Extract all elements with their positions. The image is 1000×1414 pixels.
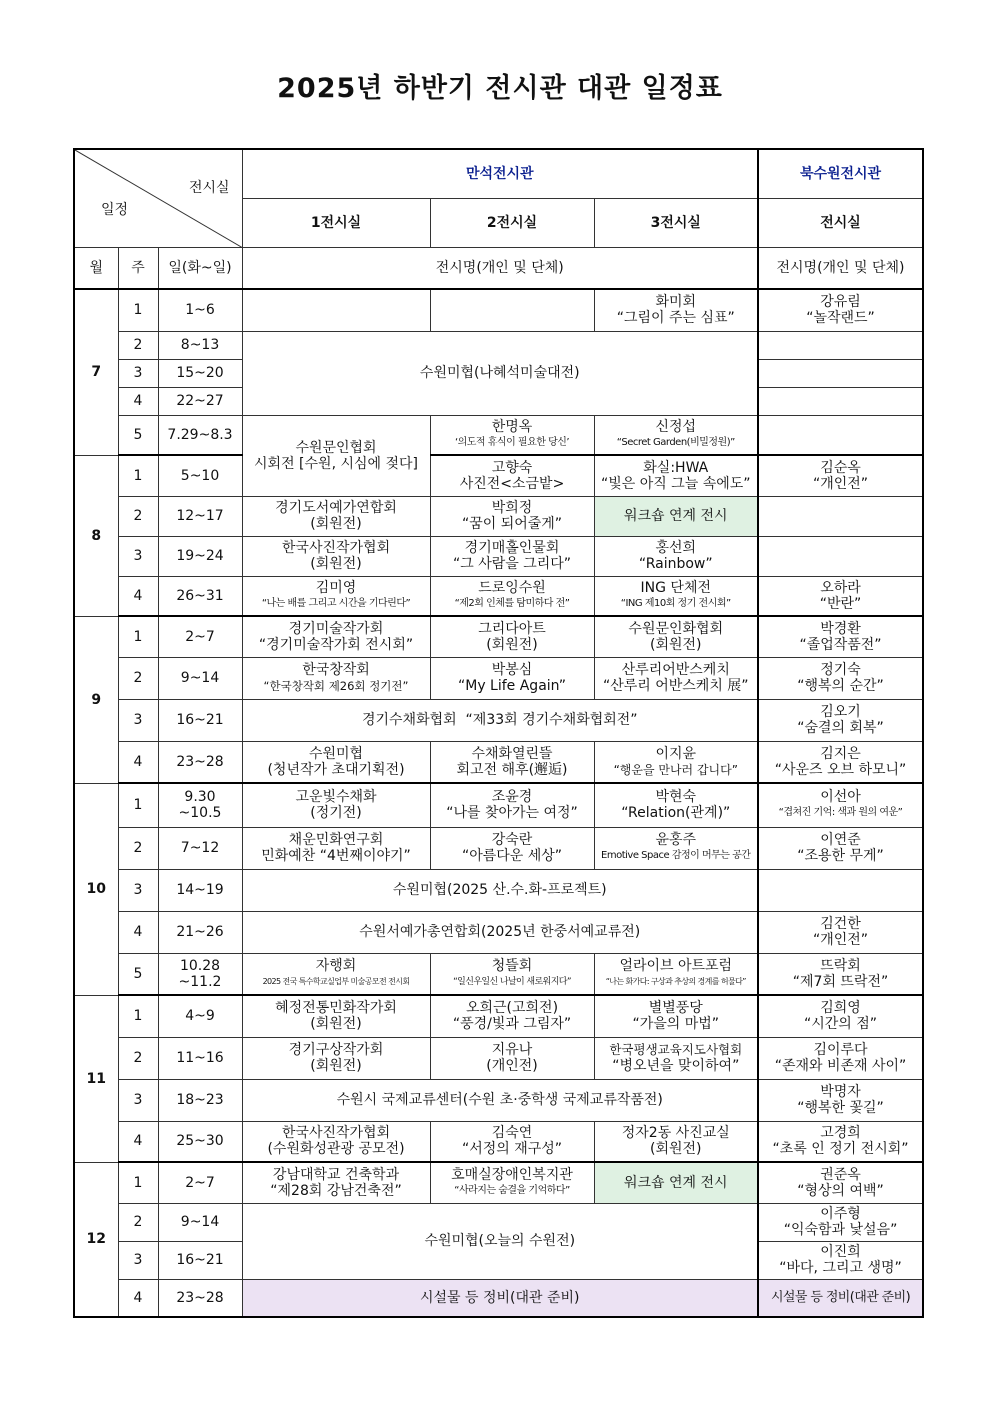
exhibit-title: “꿈이 되어줄게” bbox=[461, 516, 563, 532]
exhibit-title: “나는 화가다: 구상과 추상의 경계를 허물다” bbox=[605, 976, 746, 986]
day-cell: 23~28 bbox=[158, 1279, 242, 1317]
exhibit-title: “행복의 순간” bbox=[797, 678, 884, 694]
exhibitor: 오희근(고희전) bbox=[465, 1000, 559, 1017]
day-cell: 7.29~8.3 bbox=[158, 415, 242, 455]
span-exhibit-cell: 수원서예가총연합회(2025년 한중서예교류전) bbox=[242, 911, 758, 953]
week-cell: 4 bbox=[118, 1121, 158, 1162]
buksuwon-maintenance-cell: 시설물 등 정비(대관 준비) bbox=[758, 1279, 923, 1317]
exhibitor: 경기미술작가회 bbox=[288, 620, 384, 637]
buksuwon-room-header: 전시실 bbox=[758, 198, 923, 247]
exhibit-title: “나를 찾아가는 여정” bbox=[446, 805, 578, 822]
room2-cell bbox=[430, 289, 594, 331]
week-cell: 2 bbox=[118, 657, 158, 699]
workshop-exhibit-cell: 워크숍 연계 전시 bbox=[594, 496, 758, 536]
exhibit-title: ‘의도적 휴식이 필요한 당신’ bbox=[454, 436, 570, 448]
exhibitor: 김건한 bbox=[820, 916, 861, 932]
exhibitor: 이주형 bbox=[820, 1206, 861, 1222]
header-diagonal-cell bbox=[74, 149, 242, 247]
day-cell: 26~31 bbox=[158, 576, 242, 616]
buksuwon-cell bbox=[758, 995, 923, 1037]
buksuwon-cell bbox=[758, 289, 923, 331]
room1-cell bbox=[242, 657, 430, 699]
room1-cell bbox=[242, 576, 430, 616]
buksuwon-cell bbox=[758, 616, 923, 657]
exhibitor: 고운빛수채화 bbox=[295, 789, 377, 806]
week-cell: 3 bbox=[118, 1241, 158, 1279]
exhibitor: 청뜰회 bbox=[491, 957, 533, 974]
exhibitor: 경기구상작가회 bbox=[288, 1042, 384, 1058]
room1-cell bbox=[242, 536, 430, 576]
buksuwon-cell bbox=[758, 911, 923, 953]
day-cell: 15~20 bbox=[158, 359, 242, 387]
buksuwon-cell bbox=[758, 1162, 923, 1203]
day-cell: 18~23 bbox=[158, 1079, 242, 1121]
exhibit-title: “바다, 그리고 생명” bbox=[779, 1260, 902, 1276]
month-cell: 12 bbox=[74, 1162, 118, 1317]
exhibitor: 김오기 bbox=[820, 704, 861, 720]
exhibitor: 강남대학교 건축학과 bbox=[272, 1166, 400, 1183]
buksuwon-cell bbox=[758, 496, 923, 536]
exhibitor: 수채화열린뜰 bbox=[471, 745, 553, 762]
buksuwon-cell bbox=[758, 783, 923, 827]
exhibitor: 화미회 bbox=[655, 294, 697, 311]
exhibit-title: “그 사람을 그리다” bbox=[452, 556, 572, 572]
buksuwon-cell bbox=[758, 657, 923, 699]
room2-cell bbox=[430, 1037, 594, 1079]
exhibit-title: (정기전) bbox=[310, 805, 362, 822]
exhibit-title: “행운을 만나러 갑니다” bbox=[613, 762, 738, 777]
room1-cell bbox=[242, 496, 430, 536]
room1-cell bbox=[242, 1037, 430, 1079]
month-cell: 8 bbox=[74, 455, 118, 616]
exhibitor: 김순옥 bbox=[820, 459, 861, 476]
day-cell: 12~17 bbox=[158, 496, 242, 536]
exhibit-title: (회원전) bbox=[486, 636, 538, 653]
exhibitor: 박희정 bbox=[491, 500, 533, 516]
room2-cell bbox=[430, 616, 594, 657]
day-cell: 9~14 bbox=[158, 1203, 242, 1241]
exhibit-title: “경기미술작가회 전시회” bbox=[258, 636, 414, 653]
room2-cell bbox=[430, 657, 594, 699]
exhibit-title: “병오년을 맞이하여” bbox=[612, 1058, 740, 1074]
week-cell: 4 bbox=[118, 911, 158, 953]
exhibit-title: “풍경/빛과 그림자” bbox=[452, 1016, 572, 1033]
room3-cell bbox=[594, 576, 758, 616]
week-cell: 4 bbox=[118, 741, 158, 783]
span-exhibit-cell: 수원미협(2025 산.수.화-프로젝트) bbox=[242, 869, 758, 911]
buksuwon-cell bbox=[758, 387, 923, 415]
room3-cell bbox=[594, 827, 758, 869]
exhibitor: 드로잉수원 bbox=[478, 579, 546, 596]
exhibit-title: “사운즈 오브 하모니” bbox=[774, 761, 907, 778]
exhibit-title: “My Life Again” bbox=[457, 678, 567, 694]
exhibit-title: “형상의 여백” bbox=[797, 1182, 884, 1199]
exhibitor: 수원미협 bbox=[308, 745, 364, 762]
room2-cell bbox=[430, 536, 594, 576]
buksuwon-cell bbox=[758, 869, 923, 911]
buksuwon-cell bbox=[758, 741, 923, 783]
exhibitor: 김희영 bbox=[820, 1000, 861, 1017]
exhibitor: 이선아 bbox=[820, 789, 861, 806]
buksuwon-cell bbox=[758, 415, 923, 455]
month-cell: 7 bbox=[74, 289, 118, 455]
exhibit-title: “한국창작회 제26회 정기전” bbox=[263, 679, 409, 693]
maintenance-cell: 시설물 등 정비(대관 준비) bbox=[242, 1279, 758, 1317]
exhibit-title: “아름다운 세상” bbox=[461, 848, 563, 864]
exhibit-title: “ING 제10회 정기 전시회” bbox=[620, 597, 731, 609]
week-cell: 1 bbox=[118, 995, 158, 1037]
room2-cell bbox=[430, 415, 594, 455]
room2-cell bbox=[430, 455, 594, 496]
room3-cell bbox=[594, 616, 758, 657]
day-cell: 23~28 bbox=[158, 741, 242, 783]
exhibit-title: 2025 전국 특수학교실업부 미술공모전 전시회 bbox=[262, 976, 410, 986]
exhibit-title: “개인전” bbox=[812, 932, 869, 948]
exhibitor: 채운민화연구회 bbox=[288, 832, 384, 848]
exhibitor: 화실:HWA bbox=[643, 459, 709, 476]
exhibitor: 이지윤 bbox=[655, 745, 697, 762]
exhibitor: 수원문인협회 bbox=[295, 439, 377, 456]
exhibit-title: “Relation(관계)” bbox=[621, 805, 731, 822]
exhibit-title: (회원전) bbox=[650, 636, 702, 653]
manseok-hall-header: 만석전시관 bbox=[242, 149, 758, 198]
exhibitor: 고향숙 bbox=[491, 459, 533, 476]
room2-cell bbox=[430, 576, 594, 616]
day-cell: 1~6 bbox=[158, 289, 242, 331]
week-cell: 1 bbox=[118, 616, 158, 657]
day-cell bbox=[158, 783, 242, 827]
room2-header: 2전시실 bbox=[430, 198, 594, 247]
exhibitor: 이연준 bbox=[820, 832, 861, 848]
month-cell: 9 bbox=[74, 616, 118, 783]
exhibit-title: “제28회 강남건축전” bbox=[270, 1182, 402, 1199]
exhibitor: 박봉심 bbox=[491, 662, 533, 678]
day-cell: 4~9 bbox=[158, 995, 242, 1037]
week-cell: 2 bbox=[118, 331, 158, 359]
buksuwon-cell bbox=[758, 1121, 923, 1162]
room3-cell bbox=[594, 783, 758, 827]
exhibit-title: “제7회 뜨락전” bbox=[792, 973, 889, 990]
room1-cell bbox=[242, 616, 430, 657]
exhibit-title: “숨결의 회복” bbox=[797, 720, 884, 736]
exhibit-title: “Rainbow” bbox=[638, 556, 713, 572]
exhibitor: 김지은 bbox=[820, 745, 861, 762]
room2-cell bbox=[430, 783, 594, 827]
diagonal-line bbox=[75, 150, 242, 247]
week-cell: 5 bbox=[118, 953, 158, 995]
day-cell: 2~7 bbox=[158, 616, 242, 657]
buksuwon-cell bbox=[758, 1241, 923, 1279]
exhibitor: 권준옥 bbox=[820, 1166, 861, 1183]
room1-cell bbox=[242, 953, 430, 995]
exhibit-title: (회원전) bbox=[650, 1141, 702, 1158]
day-cell: 22~27 bbox=[158, 387, 242, 415]
col-name-header: 전시명(개인 및 단체) bbox=[242, 247, 758, 289]
buksuwon-cell bbox=[758, 1203, 923, 1241]
day-cell: 25~30 bbox=[158, 1121, 242, 1162]
room2-cell bbox=[430, 741, 594, 783]
exhibitor: 정자2동 사진교실 bbox=[621, 1125, 730, 1142]
exhibit-title: (회원전) bbox=[310, 556, 362, 572]
buksuwon-cell bbox=[758, 1079, 923, 1121]
exhibit-title: “개인전” bbox=[812, 475, 869, 492]
exhibitor: 홍선희 bbox=[655, 540, 697, 556]
exhibitor: 김숙연 bbox=[491, 1125, 533, 1142]
exhibitor: 강유림 bbox=[820, 294, 861, 311]
exhibit-title: “초록 인 정기 전시회” bbox=[772, 1141, 909, 1158]
room2-cell bbox=[430, 995, 594, 1037]
room2-cell bbox=[430, 1121, 594, 1162]
buksuwon-cell bbox=[758, 455, 923, 496]
room1-cell bbox=[242, 741, 430, 783]
workshop-exhibit-cell: 워크숍 연계 전시 bbox=[594, 1162, 758, 1203]
buksuwon-hall-header: 북수원전시관 bbox=[758, 149, 923, 198]
day-cell: 16~21 bbox=[158, 699, 242, 741]
day-cell: 11~16 bbox=[158, 1037, 242, 1079]
day-cell: 21~26 bbox=[158, 911, 242, 953]
month-cell: 10 bbox=[74, 783, 118, 995]
exhibit-title: (수원화성관광 공모전) bbox=[267, 1141, 405, 1158]
exhibit-title: “그림이 주는 심표” bbox=[616, 310, 735, 327]
exhibitor: 호매실장애인복지관 bbox=[451, 1166, 573, 1183]
week-cell: 3 bbox=[118, 699, 158, 741]
exhibit-title: “겹쳐진 기억: 색과 원의 여운” bbox=[778, 807, 903, 819]
day-cell bbox=[158, 953, 242, 995]
exhibitor: 혜정전통민화작가회 bbox=[275, 1000, 397, 1017]
exhibitor: 신정섭 bbox=[655, 418, 697, 435]
exhibitor: 고경희 bbox=[820, 1125, 861, 1142]
exhibitor: 이진희 bbox=[820, 1244, 861, 1260]
exhibitor: 박현숙 bbox=[655, 789, 697, 806]
exhibit-title: 회고전 해후(邂逅) bbox=[456, 761, 568, 778]
day-cell: 8~13 bbox=[158, 331, 242, 359]
week-cell: 3 bbox=[118, 869, 158, 911]
header-exhibit-room-label: 전시실 bbox=[188, 180, 230, 196]
rental-schedule-table bbox=[73, 148, 924, 1318]
exhibitor: 자행회 bbox=[315, 957, 357, 974]
day-cell: 7~12 bbox=[158, 827, 242, 869]
week-cell: 2 bbox=[118, 1037, 158, 1079]
week-cell: 2 bbox=[118, 827, 158, 869]
room1-header: 1전시실 bbox=[242, 198, 430, 247]
buksuwon-cell bbox=[758, 699, 923, 741]
exhibit-title: “Secret Garden(비밀정원)” bbox=[616, 436, 735, 448]
week-cell: 1 bbox=[118, 455, 158, 496]
room3-cell bbox=[594, 1121, 758, 1162]
span-exhibit-cell: 경기수채화협회 “제33회 경기수채화협회전” bbox=[242, 699, 758, 741]
room3-cell bbox=[594, 741, 758, 783]
exhibit-title: (회원전) bbox=[310, 1058, 362, 1074]
exhibitor: 한국창작회 bbox=[302, 662, 370, 678]
day-end: ~10.5 bbox=[178, 805, 222, 822]
room3-cell bbox=[594, 657, 758, 699]
room1-cell bbox=[242, 289, 430, 331]
col-month-header: 월 bbox=[74, 247, 118, 289]
buksuwon-cell bbox=[758, 953, 923, 995]
room2-cell bbox=[430, 827, 594, 869]
exhibit-title: (청년작가 초대기획전) bbox=[267, 761, 405, 778]
exhibitor: 박명자 bbox=[820, 1084, 861, 1100]
exhibitor: 뜨락회 bbox=[820, 957, 861, 974]
exhibitor: 박경환 bbox=[820, 620, 861, 637]
exhibitor: 윤홍주 bbox=[655, 832, 697, 848]
day-cell: 2~7 bbox=[158, 1162, 242, 1203]
exhibitor: 정기숙 bbox=[820, 662, 861, 678]
exhibitor: 김미영 bbox=[315, 579, 357, 596]
day-cell: 16~21 bbox=[158, 1241, 242, 1279]
day-cell: 9~14 bbox=[158, 657, 242, 699]
room2-cell bbox=[430, 953, 594, 995]
day-end: ~11.2 bbox=[178, 973, 222, 990]
exhibit-title: (개인전) bbox=[486, 1058, 538, 1074]
exhibit-title: “나는 배를 그리고 시간을 기다린다” bbox=[261, 597, 411, 609]
buksuwon-cell bbox=[758, 359, 923, 387]
exhibitor: 산루리어반스케치 bbox=[621, 662, 730, 678]
day-cell: 19~24 bbox=[158, 536, 242, 576]
week-cell: 4 bbox=[118, 576, 158, 616]
exhibit-title: 민화예찬 “4번째이야기” bbox=[261, 848, 411, 864]
exhibit-title: “빛은 아직 그늘 속에도” bbox=[600, 475, 751, 492]
buksuwon-cell bbox=[758, 576, 923, 616]
exhibit-title: “산루리 어반스케치 展” bbox=[602, 678, 749, 694]
exhibit-title: “제2회 인체를 탐미하다 전” bbox=[454, 597, 570, 609]
exhibitor: 김이루다 bbox=[813, 1042, 868, 1058]
exhibitor: 강숙란 bbox=[491, 832, 533, 848]
span-exhibit-cell: 수원시 국제교류센터(수원 초·중학생 국제교류작품전) bbox=[242, 1079, 758, 1121]
exhibitor: 한국사진작가협회 bbox=[281, 1125, 391, 1142]
room3-cell bbox=[594, 536, 758, 576]
buksuwon-cell bbox=[758, 536, 923, 576]
span-exhibit-cell: 수원미협(오늘의 수원전) bbox=[242, 1203, 758, 1279]
exhibit-title: (회원전) bbox=[310, 516, 362, 532]
exhibit-title: “가을의 마법” bbox=[632, 1016, 720, 1033]
exhibitor: 경기도서예가연합회 bbox=[275, 500, 397, 516]
exhibitor: 수원문인화협회 bbox=[628, 620, 724, 637]
exhibitor: 조윤경 bbox=[491, 789, 533, 806]
room3-cell bbox=[594, 415, 758, 455]
col-name-b-header: 전시명(개인 및 단체) bbox=[758, 247, 923, 289]
header-schedule-label: 일정 bbox=[101, 202, 129, 218]
exhibit-title: “놀작랜드” bbox=[806, 310, 875, 327]
day-cell: 14~19 bbox=[158, 869, 242, 911]
exhibit-title: (회원전) bbox=[310, 1016, 362, 1033]
document-title: 2025년 하반기 전시관 대관 일정표 bbox=[277, 73, 723, 104]
exhibitor: 한국평생교육지도사협회 bbox=[609, 1042, 743, 1057]
exhibit-title: 시회전 [수원, 시심에 젖다] bbox=[254, 455, 418, 472]
week-cell: 1 bbox=[118, 289, 158, 331]
exhibit-title: “서정의 재구성” bbox=[461, 1141, 563, 1158]
room1-cell bbox=[242, 415, 430, 496]
exhibitor: 얼라이브 아트포럼 bbox=[619, 957, 733, 974]
room2-cell bbox=[430, 1162, 594, 1203]
week-cell: 5 bbox=[118, 415, 158, 455]
week-cell: 4 bbox=[118, 1279, 158, 1317]
exhibitor: 오하라 bbox=[820, 579, 861, 596]
room1-cell bbox=[242, 1162, 430, 1203]
exhibit-title: “일신우일신 나날이 새로워지다” bbox=[453, 976, 571, 987]
exhibitor: 한명옥 bbox=[491, 418, 533, 435]
col-day-header: 일(화~일) bbox=[158, 247, 242, 289]
buksuwon-cell bbox=[758, 331, 923, 359]
col-week-header: 주 bbox=[118, 247, 158, 289]
exhibit-title: “졸업작품전” bbox=[799, 636, 882, 653]
room3-header: 3전시실 bbox=[594, 198, 758, 247]
room3-cell bbox=[594, 289, 758, 331]
exhibit-title: “행복한 꽃길” bbox=[797, 1100, 884, 1116]
exhibit-title: Emotive Space 감정이 머무는 공간 bbox=[601, 850, 751, 861]
week-cell: 3 bbox=[118, 359, 158, 387]
buksuwon-cell bbox=[758, 827, 923, 869]
exhibit-title: “시간의 점” bbox=[803, 1016, 878, 1033]
room3-cell bbox=[594, 995, 758, 1037]
week-cell: 3 bbox=[118, 536, 158, 576]
span-exhibit-cell: 수원미협(나혜석미술대전) bbox=[242, 331, 758, 415]
day-cell: 5~10 bbox=[158, 455, 242, 496]
week-cell: 1 bbox=[118, 1162, 158, 1203]
exhibit-title: “반란” bbox=[819, 595, 862, 612]
week-cell: 1 bbox=[118, 783, 158, 827]
room3-cell bbox=[594, 953, 758, 995]
exhibit-title: “존재와 비존재 사이” bbox=[774, 1058, 907, 1074]
exhibit-title: “익숙함과 낯설음” bbox=[783, 1222, 898, 1238]
exhibitor: 한국사진작가협회 bbox=[281, 540, 391, 556]
room1-cell bbox=[242, 827, 430, 869]
room3-cell bbox=[594, 1037, 758, 1079]
room1-cell bbox=[242, 1121, 430, 1162]
week-cell: 2 bbox=[118, 496, 158, 536]
room1-cell bbox=[242, 783, 430, 827]
exhibit-title: 사진전<소금밭> bbox=[459, 475, 565, 492]
exhibitor: 경기매홀인물회 bbox=[464, 540, 560, 556]
week-cell: 4 bbox=[118, 387, 158, 415]
exhibitor: 지유나 bbox=[491, 1042, 533, 1058]
week-cell: 2 bbox=[118, 1203, 158, 1241]
day-start: 10.28 bbox=[179, 957, 221, 974]
buksuwon-cell bbox=[758, 1037, 923, 1079]
exhibitor: 별별풍당 bbox=[648, 1000, 703, 1017]
exhibitor: 그리다아트 bbox=[478, 620, 546, 637]
exhibit-title: “사라지는 숨결을 기억하다” bbox=[454, 1184, 570, 1196]
day-start: 9.30 bbox=[184, 789, 216, 806]
week-cell: 3 bbox=[118, 1079, 158, 1121]
exhibitor: ING 단체전 bbox=[640, 579, 711, 596]
month-cell: 11 bbox=[74, 995, 118, 1162]
exhibit-title: “조용한 무게” bbox=[797, 848, 884, 864]
room2-cell bbox=[430, 496, 594, 536]
room1-cell bbox=[242, 995, 430, 1037]
room3-cell bbox=[594, 455, 758, 496]
